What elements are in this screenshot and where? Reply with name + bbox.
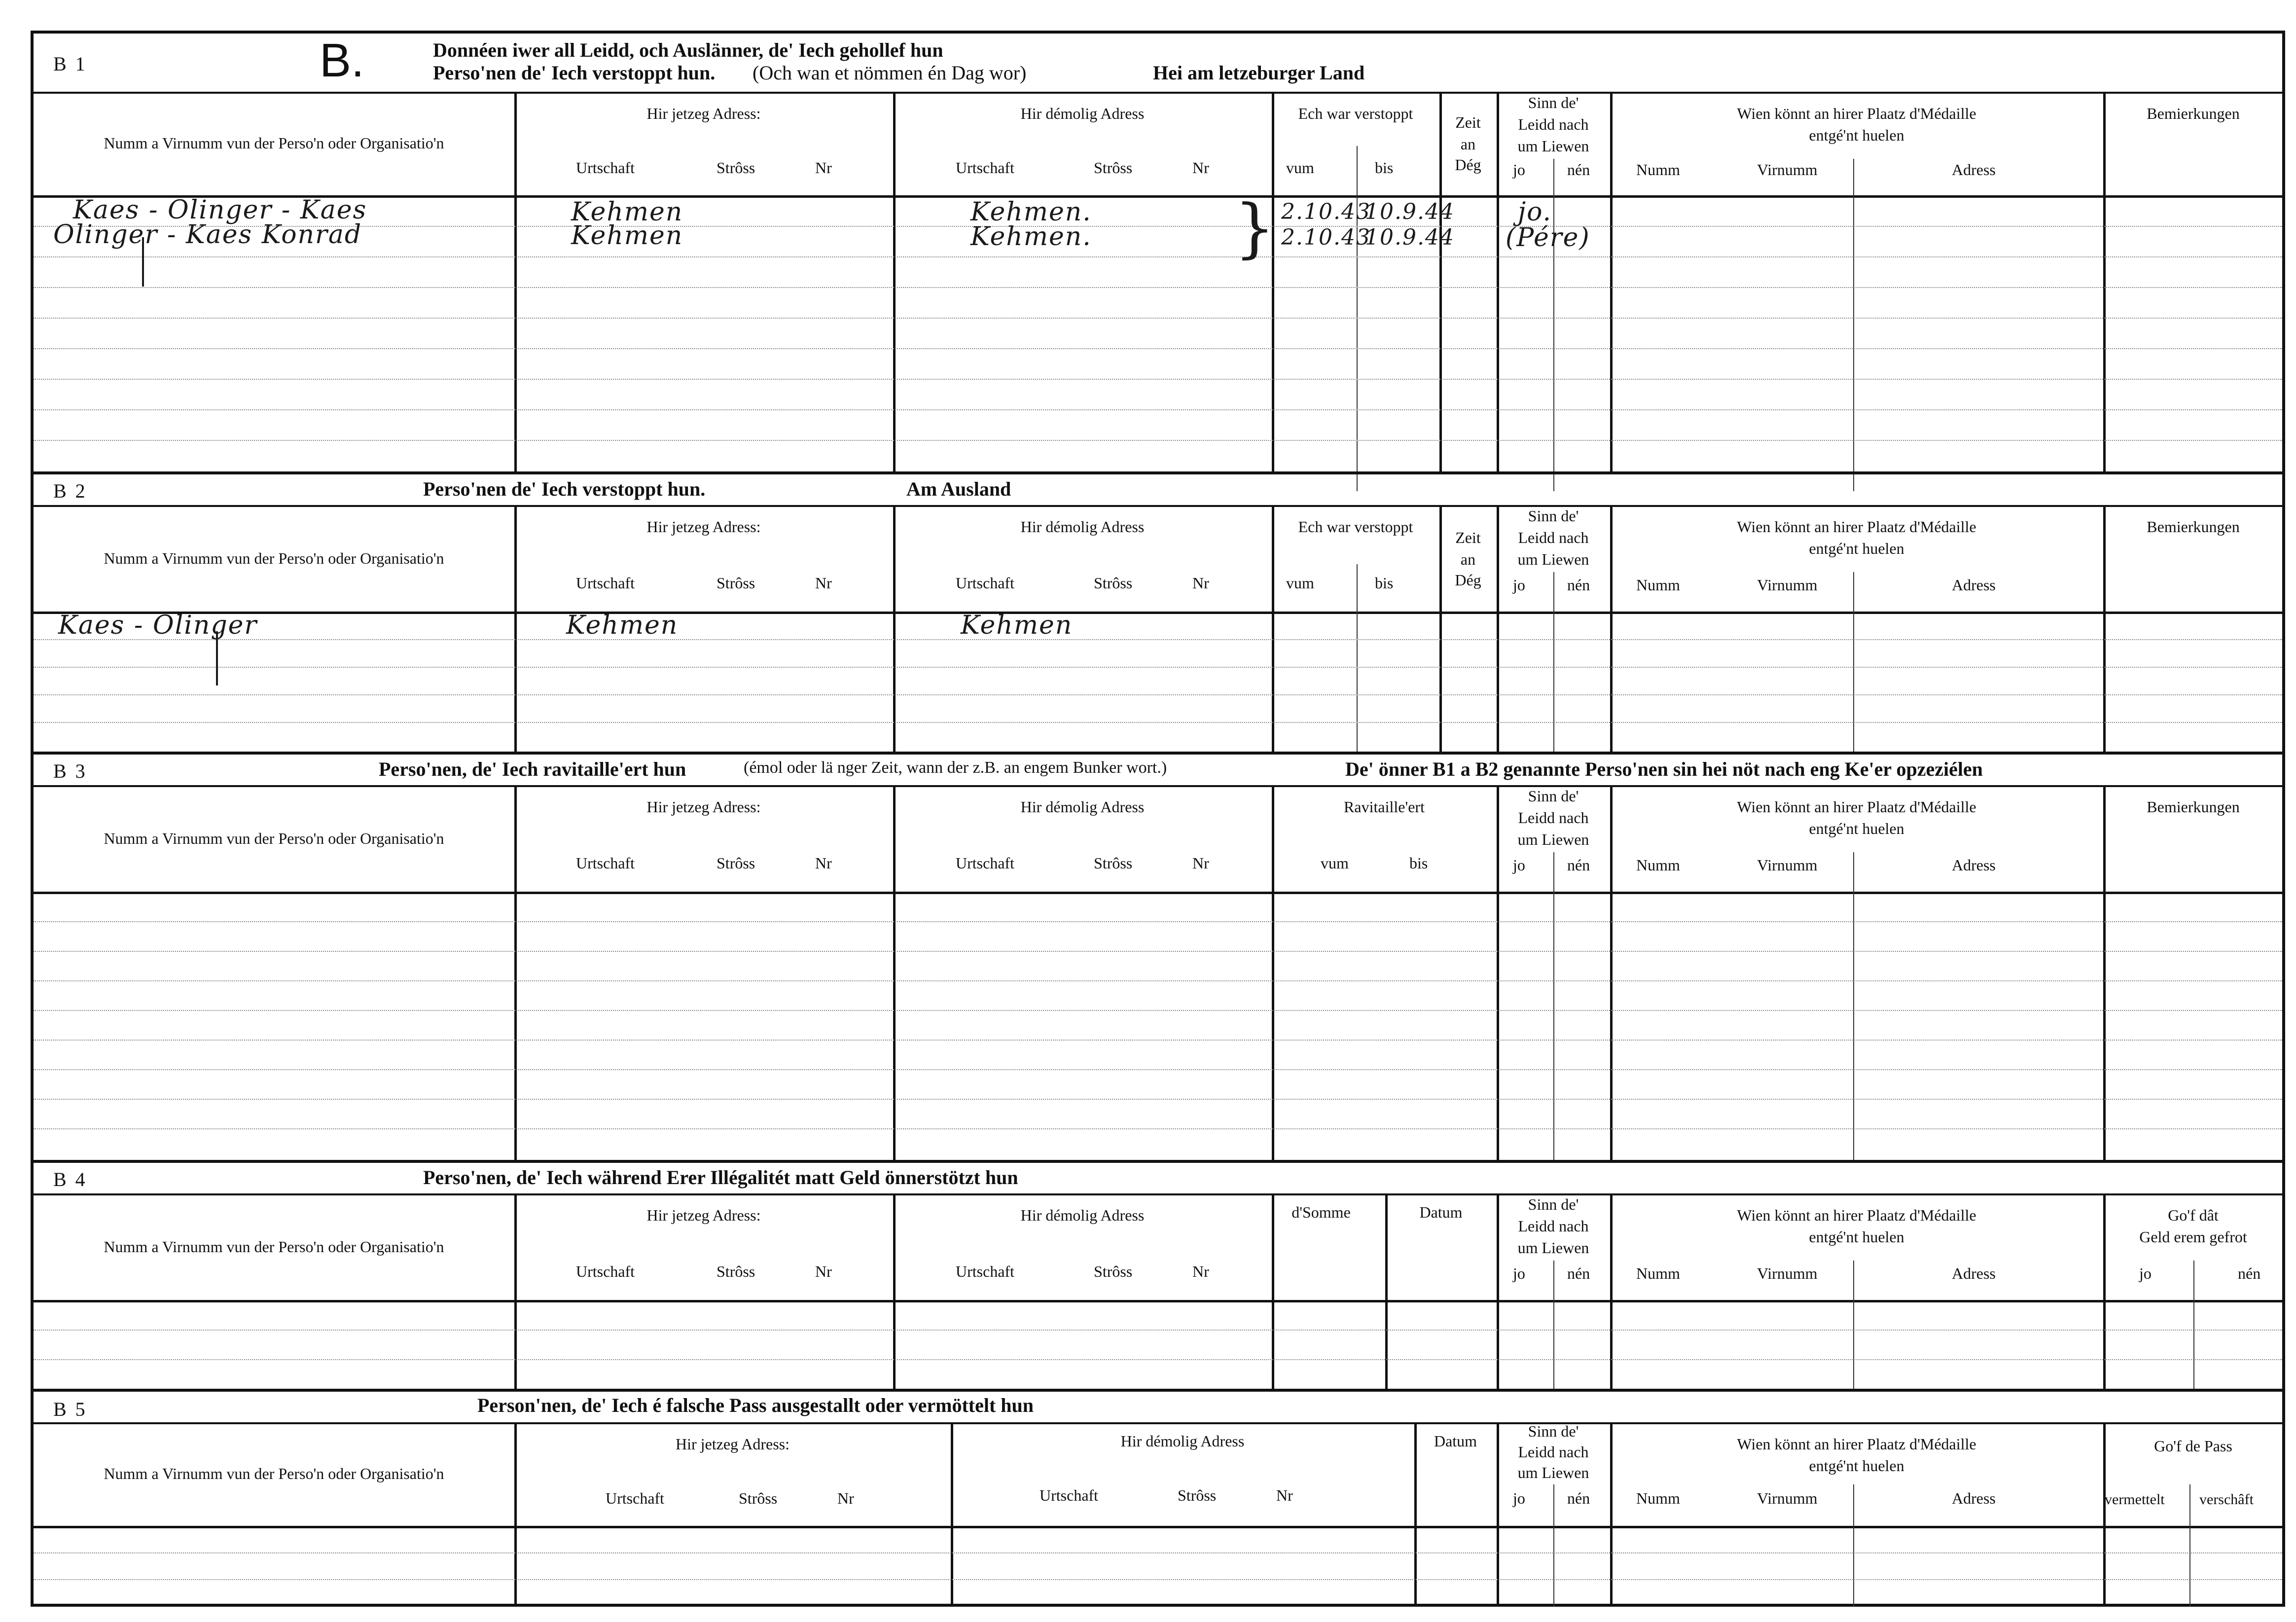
subcol-divider [1853,892,1854,1163]
subcol-divider [1853,852,1854,892]
medal-header-2: entgé'nt huelen [1809,1228,1904,1246]
supplied-header: Ravitaille'ert [1344,798,1425,816]
row-line [34,1330,2282,1331]
remarks-header: Bemierkungen [2147,798,2240,816]
section-b2-title-b: Am Ausland [906,478,1011,500]
medal-header-1: Wien könnt an hirer Plaatz d'Médaille [1737,1206,1976,1224]
current-town-header: Urtschaft [576,159,635,177]
b1-entry-1-hidden-to: 10.9.44 [1365,199,1455,224]
row-line [34,1010,2282,1011]
current-number-header: Nr [815,574,832,592]
alive-yes-header: jo [1513,1264,1525,1282]
row-line [34,409,2282,410]
col-divider [893,612,896,755]
subcol-divider [1853,1526,1854,1607]
hidden-to-header: bis [1375,574,1394,592]
row-line [34,256,2282,257]
alive-no-header: nén [1567,856,1590,874]
medal-address-header: Adress [1952,161,1996,179]
alive-header-1: Sinn de' [1528,1422,1579,1440]
row-line [34,1552,2282,1553]
medal-header-2: entgé'nt huelen [1809,820,1904,837]
col-divider [2103,892,2106,1163]
medal-first-header: Virnumm [1757,161,1818,179]
current-address-header: Hir jetzeg Adress: [646,1206,761,1224]
subcol-divider [1553,1526,1554,1607]
b2-entry-1-name: Kaes - Olinger [58,611,258,640]
b1-entry-2-current-town: Kehmen [571,221,683,251]
current-street-header: Strôss [717,1262,755,1280]
section-b2-header [34,505,2282,614]
current-address-header: Hir jetzeg Adress: [646,518,761,536]
section-b1-title-line2a: Perso'nen de' Iech verstoppt hun. [433,62,716,84]
section-b1-rows [34,190,2282,471]
col-divider [1272,892,1274,1163]
section-b1 [34,34,2282,471]
former-number-header: Nr [1192,159,1209,177]
name-column-header: Numm a Virnumm vun der Perso'n oder Organisatio'n [104,1238,444,1256]
row-line [34,318,2282,319]
hidden-to-header: bis [1375,159,1394,177]
section-b5-title: Person'nen, de' Iech é falsche Pass ausgestallt oder vermöttelt hun [477,1394,1034,1416]
alive-no-header: nén [1567,1264,1590,1282]
col-divider [514,1526,517,1607]
section-b5-id: B 5 [53,1398,87,1420]
alive-header-1: Sinn de' [1528,507,1579,525]
current-number-header: Nr [815,854,832,872]
row-line [34,667,2282,668]
b1-entry-2-former-town: Kehmen. [970,222,1092,252]
time-an-header: an [1460,550,1476,568]
medal-name-header: Numm [1636,1489,1680,1507]
medal-header-1: Wien könnt an hirer Plaatz d'Médaille [1737,518,1976,536]
col-divider [1497,1300,1499,1392]
medal-name-header: Numm [1636,161,1680,179]
medal-first-header: Virnumm [1757,856,1818,874]
current-town-header: Urtschaft [576,854,635,872]
time-header: Zeit [1455,113,1481,131]
section-b4-title-bar [34,1163,2282,1195]
hidden-from-header: vum [1286,574,1314,592]
alive-header-1: Sinn de' [1528,94,1579,111]
section-b3-title-bar [34,755,2282,787]
row-line [34,379,2282,380]
former-town-header: Urtschaft [1040,1486,1099,1504]
section-b2-rows [34,612,2282,755]
medal-address-header: Adress [1952,1264,1996,1282]
former-street-header: Strôss [1178,1486,1217,1504]
b1-entry-1-alive: jo. [1518,197,1552,227]
col-divider [2103,1300,2106,1392]
subcol-divider [2189,1526,2190,1607]
col-divider [1497,1526,1499,1607]
handwritten-stroke [142,237,144,287]
col-divider [1610,892,1613,1163]
section-b2-title-a: Perso'nen de' Iech verstoppt hun. [423,478,706,500]
b1-entry-2-hidden-to: 10.9.44 [1365,225,1455,250]
alive-yes-header: jo [1513,1489,1525,1507]
col-divider [1414,1526,1417,1607]
alive-header-1: Sinn de' [1528,1195,1579,1213]
alive-header-2: Leidd nach [1518,1443,1589,1461]
subcol-divider [1853,612,1854,755]
former-number-header: Nr [1276,1486,1293,1504]
current-address-header: Hir jetzeg Adress: [675,1435,790,1453]
subcol-divider [1853,195,1854,471]
refunded-header-1: Go'f dât [2168,1206,2219,1224]
section-b1-header [34,92,2282,198]
row-line [34,1099,2282,1100]
hidden-from-header: vum [1286,159,1314,177]
time-days-header: Dég [1455,156,1481,174]
b1-entry-1-current-town: Kehmen [571,197,683,227]
former-number-header: Nr [1192,574,1209,592]
col-divider [1497,195,1499,471]
alive-yes-header: jo [1513,856,1525,874]
former-town-header: Urtschaft [956,574,1015,592]
medal-address-header: Adress [1952,576,1996,594]
former-number-header: Nr [1192,854,1209,872]
col-divider [2103,612,2106,755]
col-divider [1610,1526,1613,1607]
time-header: Zeit [1455,529,1481,546]
b1-entry-2-name: Olinger - Kaes Konrad [53,220,362,250]
time-an-header: an [1460,135,1476,153]
section-b1-title-line2b: (Och wan et nömmen én Dag wor) [753,62,1027,84]
former-address-header: Hir démolig Adress [1020,518,1145,536]
former-address-header: Hir démolig Adress [1020,1206,1145,1224]
section-b3-id: B 3 [53,760,87,782]
row-line [34,722,2282,723]
col-divider [1439,612,1442,755]
b2-entry-1-former-town: Kehmen [961,611,1073,640]
alive-header-3: um Liewen [1517,137,1589,155]
alive-header-2: Leidd nach [1518,1217,1589,1235]
medal-header-1: Wien könnt an hirer Plaatz d'Médaille [1737,798,1976,816]
alive-header-2: Leidd nach [1518,529,1589,546]
name-column-header: Numm a Virnumm vun der Perso'n oder Organisatio'n [104,134,444,152]
row-line [34,980,2282,981]
medal-header-2: entgé'nt huelen [1809,540,1904,557]
medal-address-header: Adress [1952,856,1996,874]
subcol-divider [1553,892,1554,1163]
subcol-divider [2193,1300,2194,1392]
former-street-header: Strôss [1094,854,1133,872]
b1-entry-1-former-town: Kehmen. [970,197,1092,227]
medal-header-1: Wien könnt an hirer Plaatz d'Médaille [1737,1435,1976,1453]
section-b1-title-bar [34,34,2282,94]
alive-yes-header: jo [1513,161,1525,179]
section-b5-rows [34,1526,2282,1607]
current-street-header: Strôss [717,854,755,872]
current-town-header: Urtschaft [606,1489,665,1507]
section-b4-header [34,1193,2282,1302]
medal-first-header: Virnumm [1757,1489,1818,1507]
refunded-header-2: Geld erem gefrot [2139,1228,2247,1246]
pass-issued-header: verschâft [2199,1491,2254,1508]
section-b5-header [34,1422,2282,1528]
row-line [34,348,2282,349]
section-b4 [34,1160,2282,1389]
section-b1-id: B 1 [53,53,87,75]
supplied-from-header: vum [1321,854,1349,872]
former-number-header: Nr [1192,1262,1209,1280]
b1-entry-2-alive: (Pére) [1506,223,1590,252]
brace: } [1234,190,1276,265]
current-town-header: Urtschaft [576,574,635,592]
name-column-header: Numm a Virnumm vun der Perso'n oder Organisatio'n [104,1465,444,1482]
current-town-header: Urtschaft [576,1262,635,1280]
row-line [34,951,2282,952]
col-divider [1610,195,1613,471]
former-address-header: Hir démolig Adress [1020,798,1145,816]
subcol-divider [1553,1300,1554,1392]
current-address-header: Hir jetzeg Adress: [646,798,761,816]
section-b1-title-line2c: Hei am letzeburger Land [1153,62,1365,84]
subcol-divider [1553,1261,1554,1300]
subcol-divider [2193,1261,2194,1300]
row-line [34,1040,2282,1041]
refunded-yes-header: jo [2139,1264,2152,1282]
col-divider [1272,612,1274,755]
current-number-header: Nr [815,1262,832,1280]
current-street-header: Strôss [717,159,755,177]
col-divider [514,892,517,1163]
remarks-header: Bemierkungen [2147,105,2240,122]
alive-header-3: um Liewen [1517,830,1589,848]
subcol-divider [1853,572,1854,612]
alive-header-2: Leidd nach [1518,809,1589,827]
section-b1-title-line1: Donnéen iwer all Leidd, och Auslänner, de' Iech gehollef hun [433,39,943,61]
section-b2 [34,471,2282,752]
supplied-to-header: bis [1409,854,1428,872]
col-divider [1497,612,1499,755]
section-b2-title-bar [34,474,2282,507]
col-divider [2103,195,2106,471]
col-divider [1610,612,1613,755]
current-number-header: Nr [815,159,832,177]
row-line [34,1579,2282,1580]
col-divider [1385,1300,1388,1392]
alive-yes-header: jo [1513,576,1525,594]
medal-header-2: entgé'nt huelen [1809,1457,1904,1475]
subcol-divider [1553,1484,1554,1526]
medal-name-header: Numm [1636,1264,1680,1282]
subcol-divider [1357,564,1358,612]
col-divider [893,1300,896,1392]
section-b3-title-a: Perso'nen, de' Iech ravitaille'ert hun [379,758,686,780]
date-header: Datum [1434,1432,1477,1450]
row-line [34,287,2282,288]
current-address-header: Hir jetzeg Adress: [646,105,761,122]
section-b1-letter: B. [320,34,364,87]
section-b4-id: B 4 [53,1168,87,1190]
col-divider [893,195,896,471]
col-divider [1272,1300,1274,1392]
col-divider [1497,892,1499,1163]
alive-no-header: nén [1567,161,1590,179]
former-address-header: Hir démolig Adress [1020,105,1145,122]
row-line [34,1069,2282,1070]
medal-first-header: Virnumm [1757,576,1818,594]
row-line [34,639,2282,640]
pass-header: Go'f de Pass [2154,1437,2232,1455]
section-b5 [34,1389,2282,1604]
b1-entry-1-name: Kaes - Olinger - Kaes [73,195,367,225]
col-divider [514,612,517,755]
former-street-header: Strôss [1094,1262,1133,1280]
pass-mediated-header: vermettelt [2105,1491,2165,1508]
b1-entry-2-hidden-from: 2.10.43 [1281,225,1371,250]
section-b5-title-bar [34,1392,2282,1424]
alive-header-2: Leidd nach [1518,115,1589,133]
medal-header-1: Wien könnt an hirer Plaatz d'Médaille [1737,105,1976,122]
medal-header-2: entgé'nt huelen [1809,126,1904,144]
current-street-header: Strôss [739,1489,778,1507]
col-divider [514,195,517,471]
subcol-divider [1853,1484,1854,1526]
subcol-divider [1853,1261,1854,1300]
col-divider [1610,1300,1613,1392]
medal-name-header: Numm [1636,576,1680,594]
former-town-header: Urtschaft [956,159,1015,177]
subcol-divider [1553,612,1554,755]
subcol-divider [1357,612,1358,755]
medal-first-header: Virnumm [1757,1264,1818,1282]
alive-no-header: nén [1567,1489,1590,1507]
section-b3-rows [34,892,2282,1163]
row-line [34,1128,2282,1129]
former-town-header: Urtschaft [956,1262,1015,1280]
section-b3-title-b: (émol oder lä nger Zeit, wann der z.B. an engem Bunker wort.) [744,758,1167,777]
former-address-header: Hir démolig Adress [1120,1432,1245,1450]
section-b3-header [34,785,2282,894]
former-street-header: Strôss [1094,574,1133,592]
alive-header-3: um Liewen [1517,1239,1589,1257]
name-column-header: Numm a Virnumm vun der Perso'n oder Organisatio'n [104,829,444,847]
time-days-header: Dég [1455,571,1481,589]
date-header: Datum [1419,1203,1463,1221]
section-b3 [34,752,2282,1160]
name-column-header: Numm a Virnumm vun der Perso'n oder Organisatio'n [104,549,444,567]
subcol-divider [2189,1484,2190,1526]
hidden-header: Ech war verstoppt [1298,518,1413,536]
alive-header-3: um Liewen [1517,550,1589,568]
remarks-header: Bemierkungen [2147,518,2240,536]
refunded-no-header: nén [2238,1264,2261,1282]
handwritten-stroke [216,631,218,685]
subcol-divider [1553,852,1554,892]
col-divider [514,1300,517,1392]
subcol-divider [1553,572,1554,612]
section-b2-id: B 2 [53,480,87,502]
subcol-divider [1853,1300,1854,1392]
alive-header-1: Sinn de' [1528,787,1579,805]
resistance-form-sheet [31,31,2285,1607]
alive-no-header: nén [1567,576,1590,594]
row-line [34,1359,2282,1360]
current-street-header: Strôss [717,574,755,592]
former-town-header: Urtschaft [956,854,1015,872]
col-divider [893,892,896,1163]
alive-header-3: um Liewen [1517,1464,1589,1481]
row-line [34,921,2282,922]
hidden-header: Ech war verstoppt [1298,105,1413,122]
section-b3-title-c: De' önner B1 a B2 genannte Perso'nen sin hei nöt nach eng Ke'er opzeziélen [1345,758,1983,780]
section-b4-rows [34,1300,2282,1392]
row-line [34,440,2282,441]
former-street-header: Strôss [1094,159,1133,177]
medal-name-header: Numm [1636,856,1680,874]
col-divider [951,1526,953,1607]
b1-entry-1-hidden-from: 2.10.43 [1281,199,1371,224]
row-line [34,694,2282,695]
b2-entry-1-current-town: Kehmen [566,611,679,640]
section-b4-title: Perso'nen, de' Iech während Erer Illégalitét matt Geld önnerstötzt hun [423,1166,1018,1189]
sum-header: d'Somme [1292,1203,1351,1221]
current-number-header: Nr [837,1489,854,1507]
row-line [34,226,2282,227]
col-divider [2103,1526,2106,1607]
medal-address-header: Adress [1952,1489,1996,1507]
